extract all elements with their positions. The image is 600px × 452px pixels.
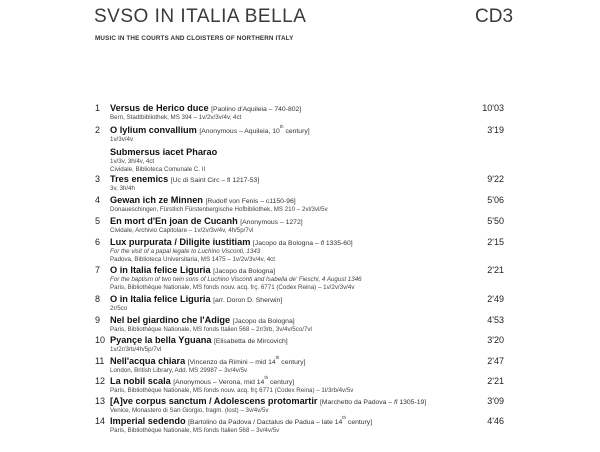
track-attribution: [Jacopo da Bologna]: [232, 318, 295, 325]
track-title: Submersus iacet Pharao: [110, 147, 218, 157]
track-attribution: [arr. Doron D. Sherwin]: [213, 297, 283, 304]
track-detail: Paris, Bibliothèque Nationale, MS fonds Italien 568 – 3v/4v/5v: [110, 427, 280, 434]
track-duration: 9'22: [487, 174, 504, 184]
track-title: La nobil scala: [110, 376, 171, 386]
track-detail: Bern, Stadtbibliothek, MS 394 – 1v/2v/3v/4v, 4ct: [110, 114, 242, 121]
track-title: Imperial sedendo: [110, 416, 186, 426]
track-number: 13: [95, 396, 106, 406]
track-attribution: [Jacopo da Bologna – fl 1335-60]: [252, 240, 353, 247]
track-number: 9: [95, 315, 101, 325]
track-duration: 10'03: [482, 103, 504, 113]
track-duration: 3'20: [487, 335, 504, 345]
track-number: 3: [95, 174, 101, 184]
track-detail: 2r/5co: [110, 305, 128, 312]
track-duration: 5'06: [487, 195, 504, 205]
track-number: 7: [95, 265, 101, 275]
track-detail: 1v/3v, 3h/4v, 4ct: [110, 158, 155, 165]
track-number: 14: [95, 416, 106, 426]
track-duration: 3'19: [487, 125, 504, 135]
track-detail: London, British Library, Add. MS 29987 – 3v/4v/5v: [110, 367, 248, 374]
track-attribution: [Anonymous – Aquileia, 10th century]: [199, 124, 310, 135]
track-title: Nel bel giardino che l'Adige: [110, 315, 231, 325]
track-number: 6: [95, 237, 101, 247]
track-duration: 2'21: [487, 376, 504, 386]
track-attribution: [Vincenzo da Rimini – mid 14th century]: [187, 355, 306, 366]
track-title: O in Italia felice Liguria: [110, 265, 211, 275]
track-detail: 1v/3v/4v: [110, 136, 134, 143]
track-attribution: [Elisabetta de Mircovich]: [213, 338, 288, 345]
track-attribution: [Jacopo da Bologna]: [213, 268, 276, 275]
track-duration: 2'15: [487, 237, 504, 247]
track-attribution: [Bartolino da Padova / Dactalus de Padua – late 14th century]: [188, 415, 373, 426]
track-duration: 4'53: [487, 315, 504, 325]
track-detail: Paris, Bibliothèque Nationale, MS fonds nouv. acq. frç 6771 (Codex Reina) – 1l/3rb/4v/5v: [110, 387, 354, 394]
track-number: 10: [95, 335, 106, 345]
track-attribution: [Rudolf von Fenis – c1150-96]: [205, 198, 296, 205]
track-attribution: [Uc di Saint Circ – fl 1217-53]: [170, 177, 260, 184]
track-number: 12: [95, 376, 106, 386]
track-title: Versus de Herico duce: [110, 103, 209, 113]
track-detail: Cividale, Biblioteca Comunale C. II: [110, 166, 206, 173]
track-title: Lux purpurata / Diligite iustitiam: [110, 237, 251, 247]
track-duration: 3'09: [487, 396, 504, 406]
track-attribution: [Marchetto da Padova – fl 1305-19]: [319, 399, 427, 406]
track-duration: 4'46: [487, 416, 504, 426]
track-detail: Venice, Monastero di San Giorgio, fragm. (lost) – 3v/4v/5v: [110, 407, 269, 414]
track-detail: Cividale, Archivio Capitolare – 1v/2v/3v/4v, 4h/5p/7vl: [110, 227, 254, 234]
track-attribution: [Anonymous – 1272]: [240, 219, 303, 226]
track-duration: 5'50: [487, 216, 504, 226]
track-title: O in Italia felice Liguria: [110, 294, 211, 304]
track-title: Tres enemics: [110, 174, 169, 184]
track-detail: Paris, Bibliothèque Nationale, MS fonds nouv. acq. frç. 6771 (Codex Reina) – 1v/2v/3v/4v: [110, 284, 355, 291]
track-title: En mort d'En joan de Cucanh: [110, 216, 238, 226]
track-detail: Padova, Biblioteca Universitaria, MS 1475 – 1v/2v/3v/4v, 4ct: [110, 256, 275, 263]
track-attribution: [Paolino d'Aquileia – 740-802]: [211, 106, 302, 113]
track-detail: 1v/2r/3rb/4h/5p/7vl: [110, 346, 162, 353]
track-duration: 2'21: [487, 265, 504, 275]
track-detail: For the baptism of two twin sons of Luchino Visconti and Isabella de' Fieschi, 4 August 1346: [110, 276, 362, 283]
track-detail: For the visit of a papal legate to Luchino Visconti, 1343: [110, 248, 261, 255]
album-subtitle: MUSIC IN THE COURTS AND CLOISTERS OF NORTHERN ITALY: [95, 35, 294, 42]
track-detail: Donaueschingen, Fürstlich Fürstenbergische Hofbibliothek, MS 210 – 2vl/3vl/5v: [110, 206, 328, 213]
track-title: O lylium convallium: [110, 125, 197, 135]
track-number: 11: [95, 356, 105, 366]
track-number: 2: [95, 125, 101, 135]
track-title: Gewan ich ze Minnen: [110, 195, 203, 205]
disc-label: CD3: [475, 6, 514, 27]
track-number: 4: [95, 195, 101, 205]
track-title: Nell'acqua chiara: [110, 356, 186, 366]
track-duration: 2'49: [487, 294, 504, 304]
track-number: 5: [95, 216, 101, 226]
track-attribution: [Anonymous – Verona, mid 14th century]: [173, 375, 295, 386]
album-title: SVSO IN ITALIA BELLA: [94, 6, 307, 27]
track-title: Pyançe la bella Yguana: [110, 335, 212, 345]
track-detail: 3v, 3h/4h: [110, 185, 135, 192]
track-number: 1: [95, 103, 101, 113]
track-detail: Paris, Bibliothèque Nationale, MS fonds Italien 568 – 2r/3rb, 3v/4v/5co/7vl: [110, 326, 312, 333]
track-number: 8: [95, 294, 101, 304]
track-duration: 2'47: [487, 356, 504, 366]
track-title: [A]ve corpus sanctum / Adolescens protomartir: [110, 396, 318, 406]
